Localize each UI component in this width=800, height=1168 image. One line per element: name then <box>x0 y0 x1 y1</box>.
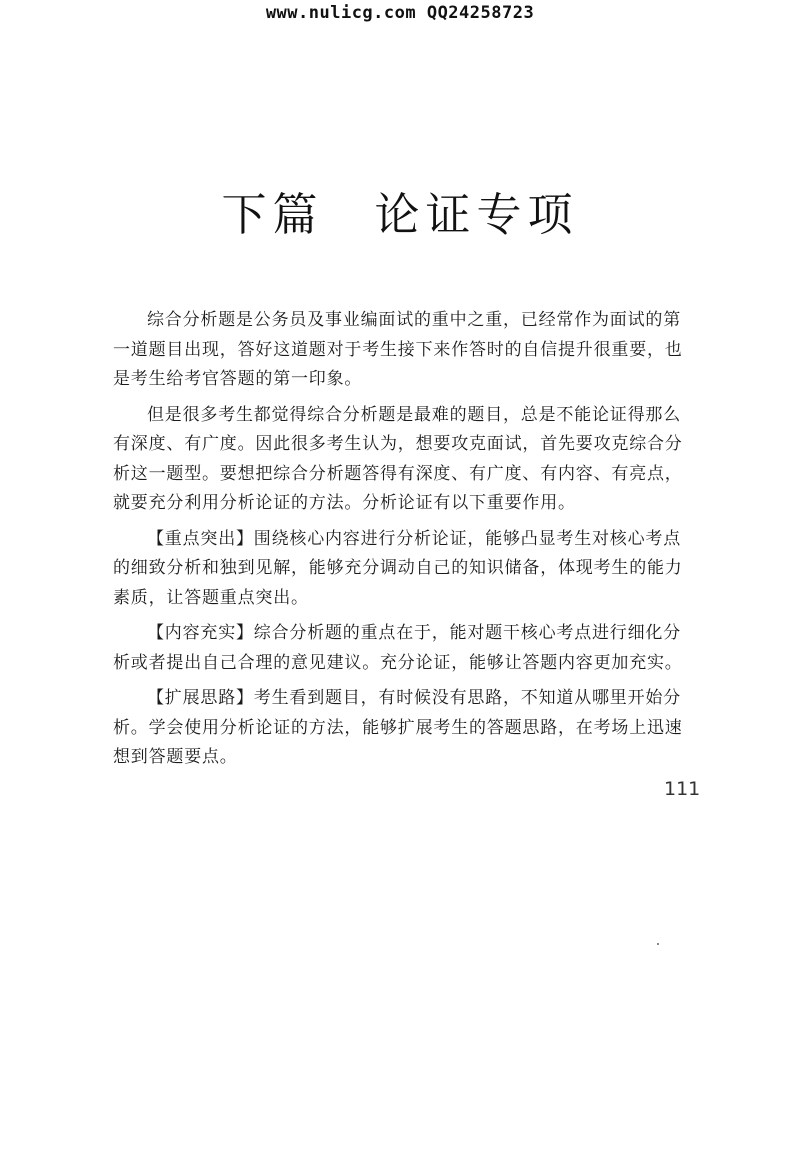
page-number: 111 <box>664 778 701 800</box>
scan-speck <box>657 943 659 945</box>
watermark-header: www.nulicg.com QQ24258723 <box>265 3 535 23</box>
body-text <box>113 306 693 779</box>
paragraph-ideas: 【扩展思路】考生看到题目，有时候没有思路，不知道从哪里开始分析。学会使用分析论证的方法，能够扩展考生的答题思路，在考场上迅速想到答题要点。 <box>113 688 683 767</box>
paragraph-key-points: 【重点突出】围绕核心内容进行分析论证，能够凸显考生对核心考点的细致分析和独到见解，能够充分调动自己的知识储备，体现考生的能力素质，让答题重点突出。 <box>113 528 683 608</box>
paragraph-intro: 综合分析题是公务员及事业编面试的重中之重，已经常作为面试的第一道题目出现，答好这道题对于考生接下来作答时的自信提升很重要，也是考生给考官答题的第一印象。 <box>113 310 683 389</box>
page-title: 下篇 论证专项 <box>221 188 579 241</box>
paragraph-difficulty: 但是很多考生都觉得综合分析题是最难的题目，总是不能论证得那么有深度、有广度。因此很多考生认为，想要攻克面试，首先要攻克综合分析这一题型。要想把综合分析题答得有深度、有广度、有内容、有亮点，就要充分利用分析论证的方法。分析论证有以下重要作用。 <box>113 404 683 513</box>
paragraph-content: 【内容充实】综合分析题的重点在于，能对题干核心考点进行细化分析或者提出自己合理的意见建议。充分论证，能够让答题内容更加充实。 <box>113 623 683 673</box>
